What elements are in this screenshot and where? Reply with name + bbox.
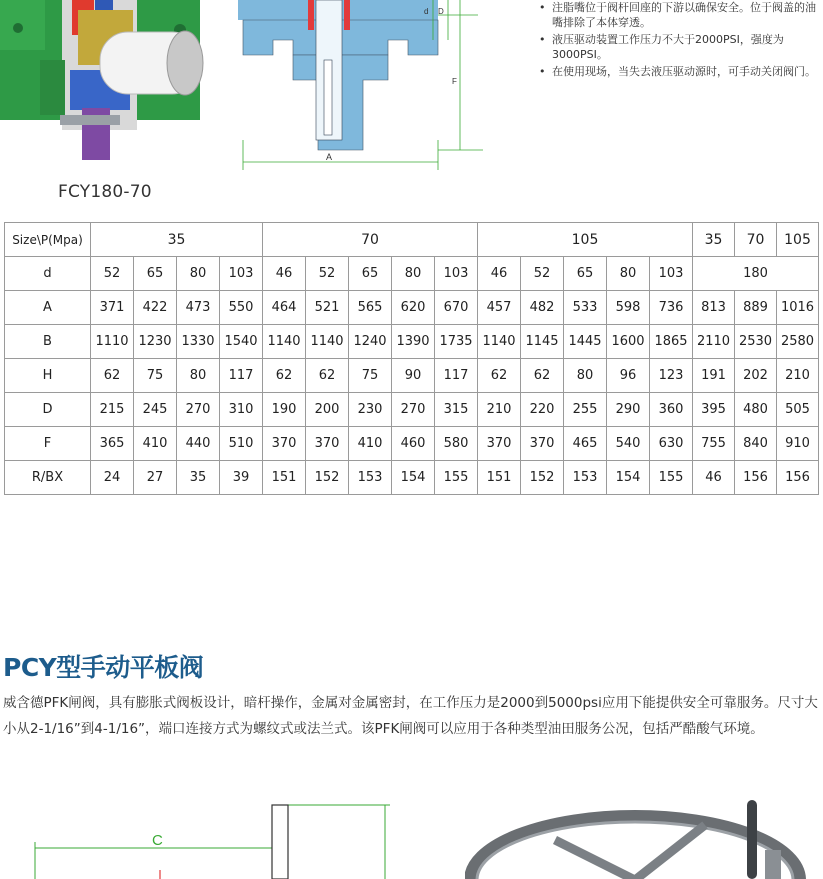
table-cell: 270 <box>177 393 220 427</box>
table-cell: 46 <box>478 257 521 291</box>
table-cell: 315 <box>435 393 478 427</box>
table-cell: 480 <box>735 393 777 427</box>
table-cell: 482 <box>521 291 564 325</box>
pressure-group-cell: 105 <box>478 223 693 257</box>
table-cell: 80 <box>177 359 220 393</box>
table-cell: 62 <box>478 359 521 393</box>
table-cell: 190 <box>263 393 306 427</box>
table-cell: 80 <box>392 257 435 291</box>
table-cell: 80 <box>607 257 650 291</box>
table-cell: 210 <box>777 359 819 393</box>
row-label-cell: A <box>5 291 91 325</box>
table-cell: 630 <box>650 427 693 461</box>
table-row <box>5 461 819 495</box>
table-cell: 370 <box>263 427 306 461</box>
table-cell: 1140 <box>478 325 521 359</box>
gate-valve-dimension-drawing <box>30 800 400 879</box>
table-cell: 270 <box>392 393 435 427</box>
table-cell: 39 <box>220 461 263 495</box>
table-row <box>5 257 819 291</box>
table-cell: 156 <box>735 461 777 495</box>
table-cell: 550 <box>220 291 263 325</box>
row-label-cell: B <box>5 325 91 359</box>
table-cell: 1600 <box>607 325 650 359</box>
table-cell: 152 <box>521 461 564 495</box>
table-cell: 230 <box>349 393 392 427</box>
table-cell: 155 <box>650 461 693 495</box>
table-cell: 80 <box>177 257 220 291</box>
table-cell: 370 <box>521 427 564 461</box>
table-row <box>5 359 819 393</box>
table-cell: 62 <box>306 359 349 393</box>
table-cell: 360 <box>650 393 693 427</box>
table-cell: 65 <box>134 257 177 291</box>
row-label-cell: H <box>5 359 91 393</box>
table-cell: 62 <box>91 359 134 393</box>
table-cell: 533 <box>564 291 607 325</box>
model-caption: FCY180-70 <box>58 182 152 202</box>
table-cell: 371 <box>91 291 134 325</box>
dim-label-f: F <box>452 77 457 86</box>
table-cell: 153 <box>349 461 392 495</box>
table-cell: 156 <box>777 461 819 495</box>
table-row <box>5 325 819 359</box>
table-cell: 1540 <box>220 325 263 359</box>
table-cell: 24 <box>91 461 134 495</box>
table-cell: 46 <box>263 257 306 291</box>
row-label-cell: R/BX <box>5 461 91 495</box>
table-cell: 117 <box>220 359 263 393</box>
row-label-cell: D <box>5 393 91 427</box>
table-cell: 565 <box>349 291 392 325</box>
table-cell: 521 <box>306 291 349 325</box>
table-cell: 90 <box>392 359 435 393</box>
table-cell: 2110 <box>693 325 735 359</box>
feature-item: • 液压驱动装置工作压力不大于2000PSI，强度为3000PSI。 <box>536 32 821 62</box>
table-cell: 813 <box>693 291 735 325</box>
table-cell: 65 <box>564 257 607 291</box>
table-cell: 736 <box>650 291 693 325</box>
table-cell: 370 <box>306 427 349 461</box>
table-cell: 460 <box>392 427 435 461</box>
table-cell: 103 <box>435 257 478 291</box>
table-cell: 123 <box>650 359 693 393</box>
table-cell: 2530 <box>735 325 777 359</box>
table-cell: 52 <box>521 257 564 291</box>
feature-item: • 注脂嘴位于阀杆回座的下游以确保安全。位于阀盖的油嘴排除了本体穿透。 <box>536 0 821 30</box>
pressure-group-cell: 70 <box>263 223 478 257</box>
table-cell: 540 <box>607 427 650 461</box>
table-cell: 62 <box>521 359 564 393</box>
table-cell: 154 <box>607 461 650 495</box>
table-cell: 35 <box>177 461 220 495</box>
table-cell: 1445 <box>564 325 607 359</box>
spec-table <box>4 222 819 495</box>
table-cell: 103 <box>220 257 263 291</box>
table-cell: 62 <box>263 359 306 393</box>
table-cell: 210 <box>478 393 521 427</box>
table-cell: 457 <box>478 291 521 325</box>
table-cell: 255 <box>564 393 607 427</box>
table-cell: 755 <box>693 427 735 461</box>
table-cell: 889 <box>735 291 777 325</box>
table-cell: 75 <box>349 359 392 393</box>
table-cell: 191 <box>693 359 735 393</box>
row-label-cell: d <box>5 257 91 291</box>
table-cell: 151 <box>263 461 306 495</box>
table-row <box>5 291 819 325</box>
table-cell: 365 <box>91 427 134 461</box>
table-cell: 620 <box>392 291 435 325</box>
header-label-cell: Size\P(Mpa) <box>5 223 91 257</box>
table-cell: 1145 <box>521 325 564 359</box>
dim-label-d-small: d <box>424 7 429 16</box>
table-cell: 422 <box>134 291 177 325</box>
table-cell: 410 <box>349 427 392 461</box>
table-cell: 2580 <box>777 325 819 359</box>
table-cell: 370 <box>478 427 521 461</box>
table-cell: 152 <box>306 461 349 495</box>
table-cell: 52 <box>306 257 349 291</box>
table-cell: 598 <box>607 291 650 325</box>
table-cell: 80 <box>564 359 607 393</box>
table-cell: 103 <box>650 257 693 291</box>
feature-list <box>536 0 821 81</box>
table-cell: 27 <box>134 461 177 495</box>
table-cell: 910 <box>777 427 819 461</box>
table-cell: 410 <box>134 427 177 461</box>
table-cell: 1865 <box>650 325 693 359</box>
table-cell: 1016 <box>777 291 819 325</box>
table-cell: 215 <box>91 393 134 427</box>
table-cell: 52 <box>91 257 134 291</box>
table-cell: 153 <box>564 461 607 495</box>
pressure-cell: 70 <box>735 223 777 257</box>
table-cell: 154 <box>392 461 435 495</box>
table-cell: 1140 <box>263 325 306 359</box>
table-cell: 1330 <box>177 325 220 359</box>
table-cell: 395 <box>693 393 735 427</box>
table-cell: 290 <box>607 393 650 427</box>
table-cell: 1240 <box>349 325 392 359</box>
table-cell: 1230 <box>134 325 177 359</box>
table-cell: 580 <box>435 427 478 461</box>
table-cell: 155 <box>435 461 478 495</box>
table-cell: 245 <box>134 393 177 427</box>
table-cell: 96 <box>607 359 650 393</box>
dim-label-c: C <box>152 832 163 849</box>
table-cell: 505 <box>777 393 819 427</box>
table-cell: 1735 <box>435 325 478 359</box>
table-header-row <box>5 223 819 257</box>
table-cell: 670 <box>435 291 478 325</box>
table-cell: 1390 <box>392 325 435 359</box>
table-cell: 46 <box>693 461 735 495</box>
table-cell: 200 <box>306 393 349 427</box>
valve-section-drawing <box>238 0 498 172</box>
table-row <box>5 427 819 461</box>
handwheel-illustration <box>465 800 823 879</box>
table-row <box>5 393 819 427</box>
section-title: PCY型手动平板阀 <box>3 653 204 682</box>
table-cell: 1140 <box>306 325 349 359</box>
table-cell: 220 <box>521 393 564 427</box>
dim-label-a: A <box>326 152 333 162</box>
table-cell: 310 <box>220 393 263 427</box>
table-cell: 117 <box>435 359 478 393</box>
table-cell: 65 <box>349 257 392 291</box>
table-cell: 465 <box>564 427 607 461</box>
dim-label-d-large: D <box>438 7 444 16</box>
table-cell: 510 <box>220 427 263 461</box>
pressure-cell: 105 <box>777 223 819 257</box>
table-cell: 473 <box>177 291 220 325</box>
table-cell: 75 <box>134 359 177 393</box>
table-cell: 1110 <box>91 325 134 359</box>
valve-3d-illustration <box>0 0 215 180</box>
table-cell: 840 <box>735 427 777 461</box>
table-cell: 202 <box>735 359 777 393</box>
table-cell: 151 <box>478 461 521 495</box>
table-cell: 440 <box>177 427 220 461</box>
table-cell: 464 <box>263 291 306 325</box>
pressure-group-cell: 35 <box>91 223 263 257</box>
feature-item: • 在使用现场，当失去液压驱动源时，可手动关闭阀门。 <box>536 64 821 79</box>
section-description: 威含德PFK闸阀，具有膨胀式阀板设计，暗杆操作，金属对金属密封，在工作压力是2000到5000psi应用下能提供安全可靠服务。尺寸大小从2-1/16”到4-1/16”，端口连接方式为螺纹式或法兰式。该PFK闸阀可以应用于各种类型油田服务公况，包括严酷酸气环境。 <box>3 695 818 737</box>
row-label-cell: F <box>5 427 91 461</box>
pressure-cell: 35 <box>693 223 735 257</box>
table-cell-shared: 180 <box>693 257 819 291</box>
